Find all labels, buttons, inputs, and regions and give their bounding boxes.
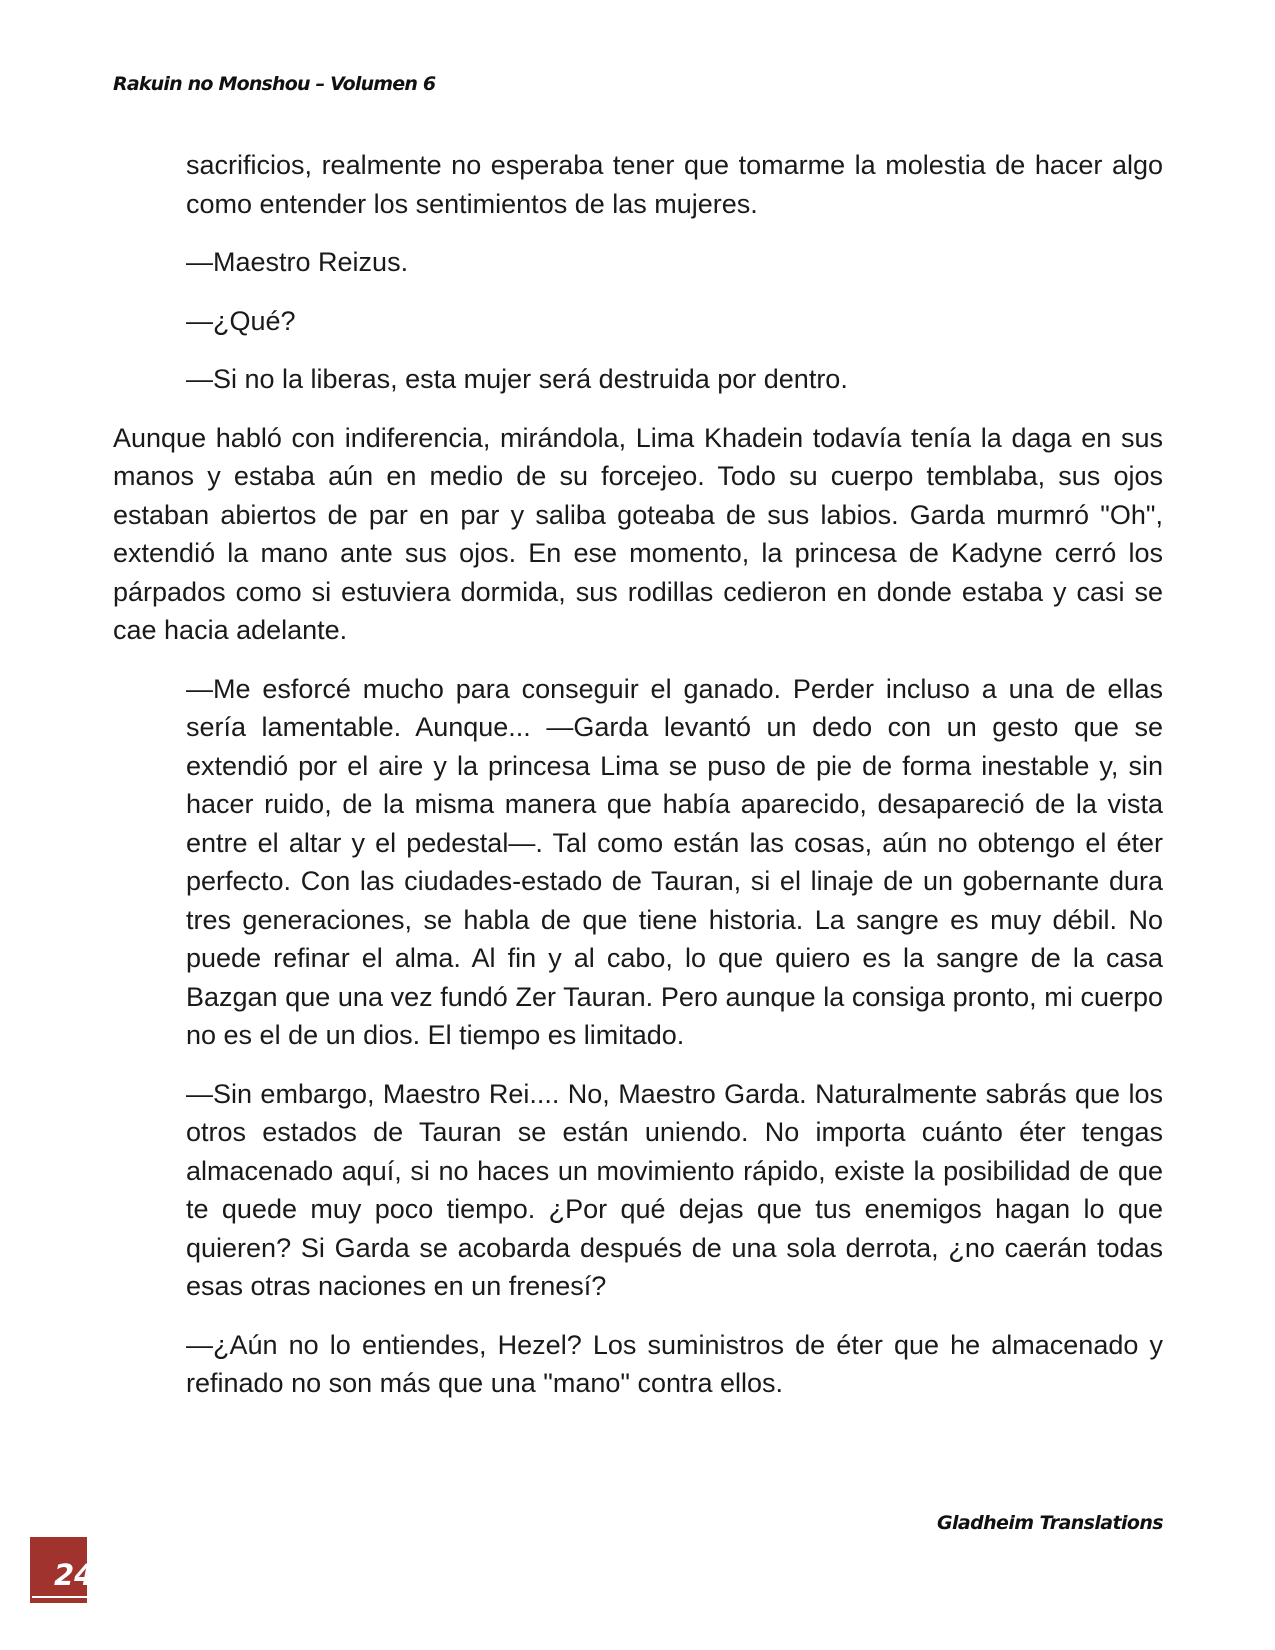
paragraph-6: —Me esforcé mucho para conseguir el ganado. Perder incluso a una de ellas sería lamentable. Aunque... —Garda levantó un dedo con un gesto que se extendió por el aire y la princesa Lima se puso de pie de forma inestable y, sin hacer ruido, de la misma manera que había aparecido, desapareció de la vista entre el altar y el pedestal—. Tal como están las cosas, aún no obtengo el éter perfecto. Con las ciudades-estado de Tauran, si el linaje de un gobernante dura tres generaciones, se habla de que tiene historia. La sangre es muy débil. No puede refinar el alma. Al fin y al cabo, lo que quiero es la sangre de la casa Bazgan que una vez fundó Zer Tauran. Pero aunque la consiga pronto, mi cuerpo no es el de un dios. El tiempo es limitado. [186,673,1163,1050]
paragraph-3: —¿Qué? [186,305,296,336]
paragraph-4: —Si no la liberas, esta mujer será destruida por dentro. [186,364,848,394]
paragraph-8: —¿Aún no lo entiendes, Hezel? Los suministros de éter que he almacenado y refinado no son más que una "mano" contra ellos. [186,1329,1163,1398]
paragraph-1: sacrificios, realmente no esperaba tener que tomarme la molestia de hacer algo como entender los sentimientos de las mujeres. [186,150,1163,219]
page-number-badge [30,1537,95,1603]
body-text [113,146,1163,1423]
paragraph-5: Aunque habló con indiferencia, mirándola, Lima Khadein todavía tenía la daga en sus manos y estaba aún en medio de su forcejeo. Todo su cuerpo temblaba, sus ojos estaban abiertos de par en par y saliba goteaba de sus labios. Garda murmró "Oh", extendió la mano ante sus ojos. En ese momento, la princesa de Kadyne cerró los párpados como si estuviera dormida, sus rodillas cedieron en donde estaba y casi se cae hacia adelante. [113,422,1163,645]
footer-credit: Gladheim Translations [937,1512,1163,1534]
page-number-underline [32,1596,87,1598]
paragraph-2: —Maestro Reizus. [186,247,409,277]
running-header: Rakuin no Monshou – Volumen 6 [113,73,436,95]
page-number: 24 [54,1558,95,1592]
paragraph-7: —Sin embargo, Maestro Rei.... No, Maestro Garda. Naturalmente sabrás que los otros estados de Tauran se están uniendo. No importa cuánto éter tengas almacenado aquí, si no haces un movimiento rápido, existe la posibilidad de que te quede muy poco tiempo. ¿Por qué dejas que tus enemigos hagan lo que quieren? Si Garda se acobarda después de una sola derrota, ¿no caerán todas esas otras naciones en un frenesí? [186,1078,1163,1301]
